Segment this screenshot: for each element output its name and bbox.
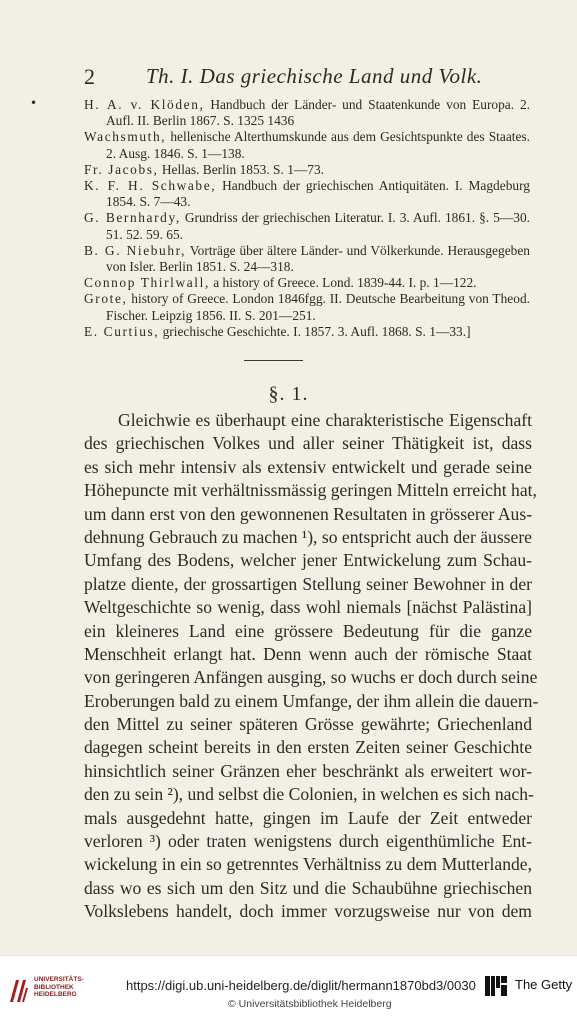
text-line: den zu sein ²), und selbst die Colonien, in welchen es sich nach- bbox=[84, 784, 534, 805]
text-line: des griechischen Volkes und aller seiner Thätigkeit ist, dass bbox=[84, 433, 532, 454]
permalink[interactable]: https://digi.ub.uni-heidelberg.de/diglit/hermann1870bd3/0030 bbox=[126, 978, 476, 993]
text-line: Volkslebens handelt, doch immer vorzugsweise nur von dem bbox=[84, 901, 532, 922]
text-line: Eroberungen bald zu einem Umfange, der ihm allein die dauern- bbox=[84, 690, 539, 711]
text-line: dagegen scheint bereits in den ersten Zeiten seiner Geschichte bbox=[84, 737, 532, 758]
bibliography-entry: H. A. v. Klöden, Handbuch der Länder- und Staatenkunde von Europa. 2. Aufl. II. Berlin 1867. S. 1325 1436 bbox=[84, 97, 531, 129]
text-line: Höhepuncte mit verhältnissmässig geringen Mitteln erreicht hat, bbox=[84, 480, 537, 501]
section-heading: §. 1. bbox=[268, 383, 309, 405]
university-library-logo-icon bbox=[8, 976, 30, 1004]
text-line: Menschheit erlangt hat. Denn wenn auch der römische Staat bbox=[84, 643, 532, 664]
bibliography-entry: Grote, history of Greece. London 1846fgg. II. Deutsche Bearbeitung von Theod. Fischer. Leipzig 1856. II. S. 201—251. bbox=[84, 291, 530, 323]
running-title: Th. I. Das griechische Land und Volk. bbox=[146, 64, 483, 88]
text-line: hinsichtlich seiner Gränzen eher beschränkt als erweitert wor- bbox=[84, 760, 532, 781]
bibliography-entry: B. G. Niebuhr, Vorträge über ältere Länder- und Völkerkunde. Herausgegeben von Isler. Berlin 1851. S. 24—318. bbox=[84, 242, 530, 275]
text-line: den Mittel zu seiner späteren Grösse gewährte; Griechenland bbox=[84, 714, 532, 735]
text-line: mals ausgedehnt hatte, gingen im Laufe der Zeit entweder bbox=[84, 807, 532, 828]
text-line: von geringeren Anfängen ausging, so wuchs er doch durch seine bbox=[84, 667, 538, 688]
text-line: platze diente, der grossartigen Stellung seiner Bewohner in der bbox=[84, 573, 532, 594]
bibliography-list bbox=[84, 97, 530, 340]
text-line: um dann erst von den gewonnenen Resultaten in grösserer Aus- bbox=[84, 503, 533, 524]
library-name: UNIVERSITÄTS- BIBLIOTHEK HEIDELBERG bbox=[34, 976, 84, 999]
section-divider bbox=[244, 360, 303, 361]
text-line: wickelung in ein so getrenntes Verhältniss zu dem Mutterlande, bbox=[84, 854, 532, 875]
bibliography-entry: Connop Thirlwall, a history of Greece. Lond. 1839-44. I. p. 1—122. bbox=[84, 275, 477, 291]
copyright-notice: © Universitätsbibliothek Heidelberg bbox=[228, 998, 392, 1010]
bibliography-entry: Wachsmuth, hellenische Alterthumskunde aus dem Gesichtspunkte des Staates. 2. Ausg. 1846. S. 1—138. bbox=[84, 129, 530, 161]
text-line: dass wo es sich um den Sitz und die Schaubühne griechischen bbox=[84, 877, 532, 898]
body-text bbox=[84, 409, 539, 924]
text-line: dehnung Gebrauch zu machen ¹), so entspricht auch der äussere bbox=[84, 526, 532, 547]
text-line: ein kleineres Land eine grössere Bedeutung für die ganze bbox=[84, 620, 532, 641]
text-line: verloren ³) oder traten wenigstens durch eigenthümliche Ent- bbox=[84, 831, 532, 852]
bibliography-entry: Fr. Jacobs, Hellas. Berlin 1853. S. 1—73. bbox=[84, 161, 325, 177]
bibliography-entry: K. F. H. Schwabe, Handbuch der griechischen Antiquitäten. I. Magdeburg 1854. S. 7—43. bbox=[84, 178, 530, 210]
text-line: Umfang des Bodens, welcher jener Entwickelung zum Schau- bbox=[84, 550, 532, 571]
viewer-footer bbox=[0, 955, 577, 1018]
bibliography-entry: E. Curtius, griechische Geschichte. I. 1857. 3. Aufl. 1868. S. 1—33.] bbox=[84, 323, 471, 339]
page-number: 2 bbox=[84, 64, 96, 89]
text-line: Weltgeschichte so wenig, dass wohl niemals [nächst Palästina] bbox=[84, 597, 532, 618]
text-line: Gleichwie es überhaupt eine charakteristische Eigenschaft bbox=[118, 410, 532, 430]
partner-name: The Getty bbox=[515, 977, 573, 992]
bibliography-entry: G. Bernhardy, Grundriss der griechischen Literatur. I. 3. Aufl. 1861. §. 5—30. 51. 52. 59. 65. bbox=[84, 210, 530, 242]
margin-mark: • bbox=[30, 96, 38, 110]
getty-logo-icon bbox=[484, 974, 508, 998]
text-line: es sich mehr intensiv als extensiv entwickelt und gerade seine bbox=[84, 456, 532, 477]
